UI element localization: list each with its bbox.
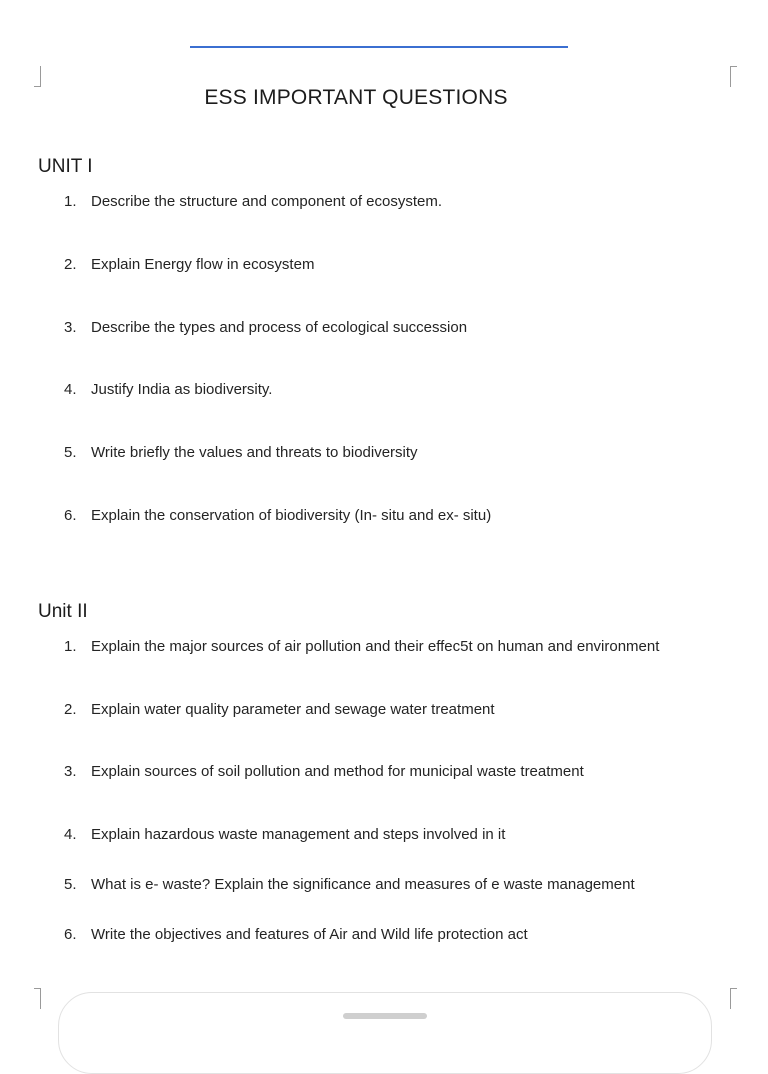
- question-text: Justify India as biodiversity.: [91, 381, 273, 398]
- question-item: [64, 763, 584, 780]
- question-item: [64, 507, 491, 524]
- question-number: 6.: [64, 507, 77, 524]
- question-text: Write briefly the values and threats to biodiversity: [91, 444, 418, 461]
- document-title: ESS IMPORTANT QUESTIONS: [204, 86, 508, 109]
- question-text: Explain sources of soil pollution and method for municipal waste treatment: [91, 763, 584, 780]
- page-corner-mark-top-right: [730, 66, 737, 87]
- question-text: Explain the major sources of air pollution and their effec5t on human and environment: [91, 638, 660, 655]
- question-number: 2.: [64, 256, 77, 273]
- question-number: 6.: [64, 926, 77, 943]
- page-corner-mark-bottom-left: [34, 988, 41, 1009]
- question-item: [64, 876, 635, 893]
- question-number: 1.: [64, 193, 77, 210]
- question-item: [64, 381, 272, 398]
- question-number: 5.: [64, 876, 77, 893]
- question-text: What is e- waste? Explain the significance and measures of e waste management: [91, 876, 635, 893]
- question-text: Explain hazardous waste management and steps involved in it: [91, 826, 506, 843]
- unit-heading-2: Unit II: [38, 601, 88, 622]
- page-top-divider: [190, 46, 568, 48]
- question-item: [64, 638, 659, 655]
- question-number: 4.: [64, 381, 77, 398]
- question-text: Explain Energy flow in ecosystem: [91, 256, 315, 273]
- question-text: Explain water quality parameter and sewage water treatment: [91, 701, 495, 718]
- question-item: [64, 926, 528, 943]
- question-number: 3.: [64, 319, 77, 336]
- question-number: 5.: [64, 444, 77, 461]
- question-item: [64, 193, 442, 210]
- question-text: Describe the structure and component of ecosystem.: [91, 193, 443, 210]
- question-item: [64, 256, 314, 273]
- bottom-sheet-drag-handle[interactable]: [343, 1013, 427, 1019]
- question-text: Describe the types and process of ecological succession: [91, 319, 468, 336]
- question-item: [64, 319, 467, 336]
- question-number: 3.: [64, 763, 77, 780]
- page-corner-mark-top-left: [34, 66, 41, 87]
- question-text: Explain the conservation of biodiversity (In- situ and ex- situ): [91, 507, 492, 524]
- question-number: 4.: [64, 826, 77, 843]
- question-text: Write the objectives and features of Air and Wild life protection act: [91, 926, 528, 943]
- question-item: [64, 701, 495, 718]
- question-item: [64, 444, 418, 461]
- question-item: [64, 826, 505, 843]
- page-corner-mark-bottom-right: [730, 988, 737, 1009]
- question-number: 2.: [64, 701, 77, 718]
- question-number: 1.: [64, 638, 77, 655]
- bottom-sheet[interactable]: [58, 992, 712, 1074]
- unit-heading-1: UNIT I: [38, 156, 93, 177]
